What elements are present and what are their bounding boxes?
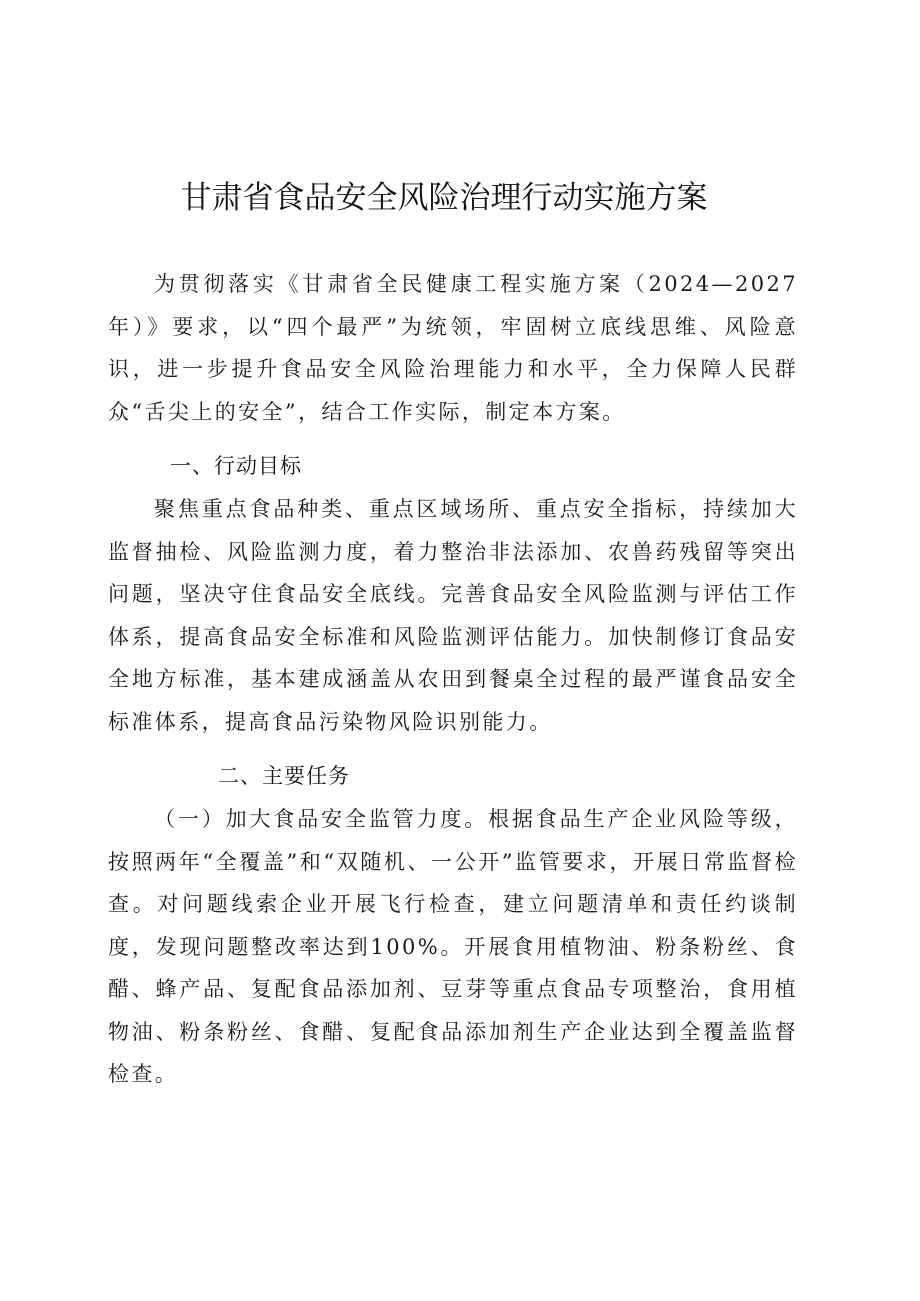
section-heading-goals: 一、行动目标 <box>170 454 302 478</box>
document-title: 甘肃省食品安全风险治理行动实施方案 <box>180 180 708 216</box>
goals-paragraph: 聚焦重点食品种类、重点区域场所、重点安全指标，持续加大监督抽检、风险监测力度，着力整治非法添加、农兽药残留等突出问题，坚决守住食品安全底线。完善食品安全风险监测与评估工作体系，提高食品安全标准和风险监测评估能力。加快制修订食品安全地方标准，基本建成涵盖从农田到餐桌全过程的最严谨食品安全标准体系，提高食品污染物风险识别能力。 <box>108 497 798 734</box>
section-heading-tasks: 二、主要任务 <box>218 764 350 788</box>
task-item-1-paragraph: （一）加大食品安全监管力度。根据食品生产企业风险等级，按照两年“全覆盖”和“双随机、一公开”监管要求，开展日常监督检查。对问题线索企业开展飞行检查，建立问题清单和责任约谈制度，发现问题整改率达到100%。开展食用植物油、粉条粉丝、食醋、蜂产品、复配食品添加剂、豆芽等重点食品专项整治，食用植物油、粉条粉丝、食醋、复配食品添加剂生产企业达到全覆盖监督检查。 <box>108 807 798 1086</box>
intro-paragraph: 为贯彻落实《甘肃省全民健康工程实施方案（2024—2027年）》要求，以“四个最严”为统领，牢固树立底线思维、风险意识，进一步提升食品安全风险治理能力和水平，全力保障人民群众“舌尖上的安全”，结合工作实际，制定本方案。 <box>108 272 798 424</box>
